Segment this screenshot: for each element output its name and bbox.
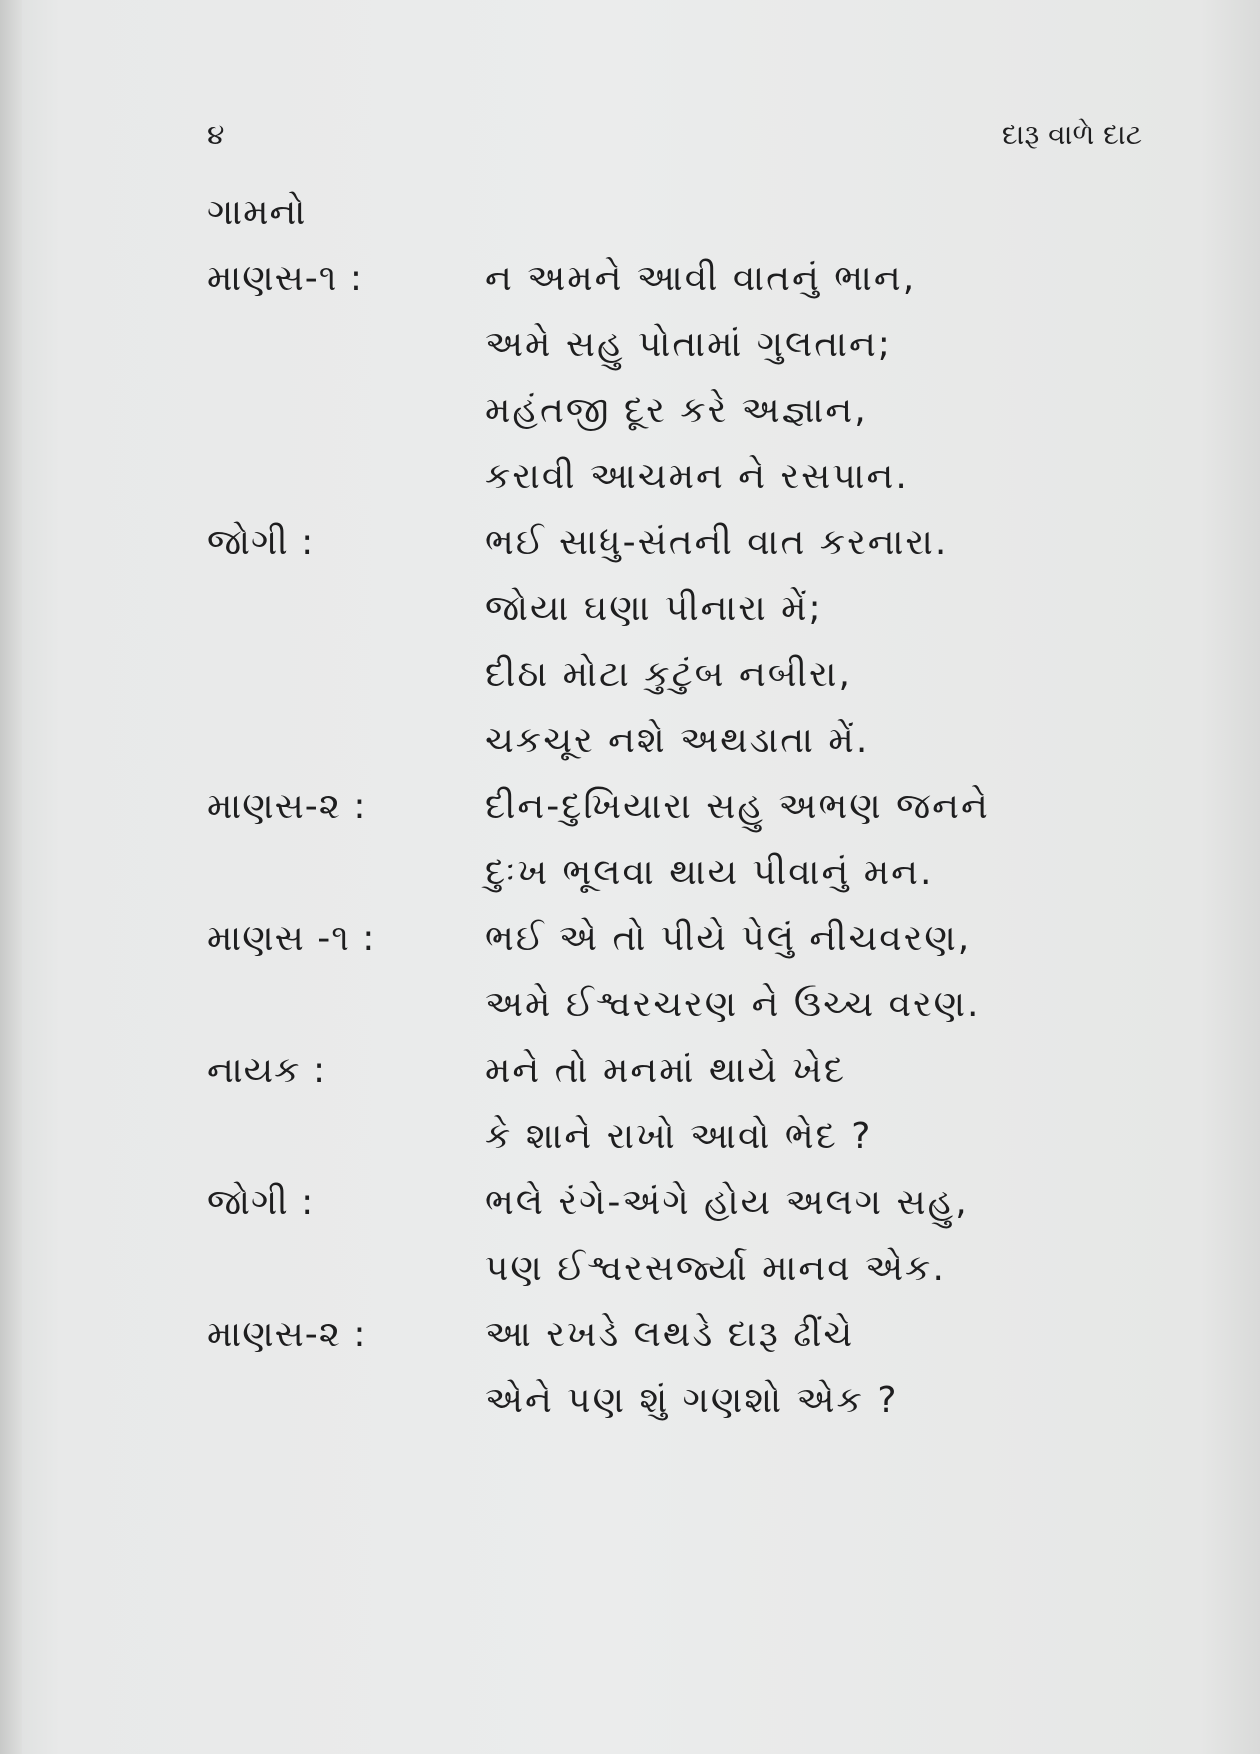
verse-line: ચકચૂર નશે અથડાતા મેં. [485,720,870,761]
speaker-label: માણસ -૧ : [207,918,376,959]
speaker-label: જોગી : [207,1182,315,1223]
dialogue-lines [485,246,1107,510]
verse-line: ન અમને આવી વાતનું ભાન, [485,258,917,299]
dialogue-entry [207,906,1107,1038]
dialogue-lines [485,1170,1107,1302]
verse-line: અમે ઈશ્વરચરણ ને ઉચ્ચ વરણ. [485,984,981,1025]
page-number: ૪ [207,118,225,151]
verse-line: દીઠા મોટા કુટુંબ નબીરા, [485,654,852,695]
verse-line: દુઃખ ભૂલવા થાય પીવાનું મન. [485,852,934,893]
dialogue-lines [485,510,1107,774]
page-header [207,118,1142,158]
binding-edge [0,0,22,1754]
verse-line: ભઈ સાધુ-સંતની વાત કરનારા. [485,522,949,563]
verse-line: ભલે રંગે-અંગે હોય અલગ સહુ, [485,1182,969,1223]
verse-line: કે શાને રાખો આવો ભેદ ? [485,1116,873,1157]
verse-line: મને તો મનમાં થાયે ખેદ [485,1050,846,1091]
running-title: દારૂ વાળે દાટ [1001,118,1142,151]
dialogue-lines [485,906,1107,1038]
verse-line: જોયા ઘણા પીનારા મેં; [485,588,823,629]
dialogue-lines [485,1038,1107,1170]
dialogue-entry [207,246,1107,510]
speaker-label: માણસ-૧ : [207,258,363,299]
play-script [207,180,1107,1434]
dialogue-lines [485,1302,1107,1434]
verse-line: પણ ઈશ્વરસર્જ્યા માનવ એક. [485,1248,946,1289]
verse-line: કરાવી આચમન ને રસપાન. [485,456,909,497]
verse-line: આ રખડે લથડે દારૂ ઢીંચે [485,1314,855,1355]
verse-line: દીન-દુખિયારા સહુ અભણ જનને [485,786,990,827]
dialogue-entry [207,510,1107,774]
dialogue-entry [207,774,1107,906]
dialogue-entry [207,1302,1107,1434]
dialogue-entry [207,1038,1107,1170]
dialogue-list [207,246,1107,1434]
verse-line: મહંતજી દૂર કરે અજ્ઞાન, [485,390,868,431]
dialogue-lines [485,774,1107,906]
speaker-label: માણસ-૨ : [207,786,367,827]
verse-line: અમે સહુ પોતામાં ગુલતાન; [485,324,892,365]
speaker-label: માણસ-૨ : [207,1314,367,1355]
verse-line: એને પણ શું ગણશો એક ? [485,1380,899,1421]
speaker-prefix: ગામનો [207,192,307,233]
speaker-label: નાયક : [207,1050,327,1091]
dialogue-entry [207,1170,1107,1302]
verse-line: ભઈ એ તો પીયે પેલું નીચવરણ, [485,918,972,959]
speaker-label: જોગી : [207,522,315,563]
